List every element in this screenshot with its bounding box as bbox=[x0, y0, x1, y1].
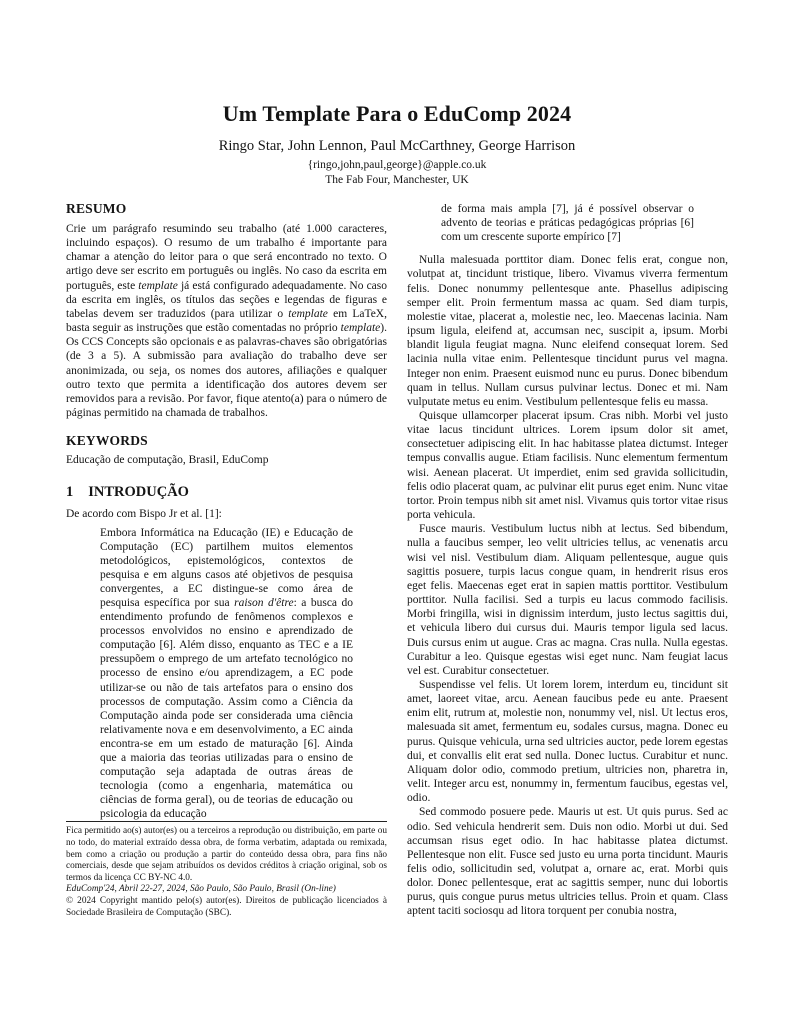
left-column bbox=[66, 201, 388, 918]
keywords-text: Educação de computação, Brasil, EduComp bbox=[66, 454, 269, 467]
footnote-venue-text: EduComp'24, Abril 22-27, 2024, São Paulo, São Paulo, Brasil (On-line) bbox=[66, 884, 336, 895]
block-quote-part1: Embora Informática na Educação (IE) e Educação de Computação (EC) partilhem muitos elementos metodológicos, epistemológicos, contextos de pesquisa e em alguns casos até objetivos de pesquisa convergentes, a EC distingue-se como área de pesquisa específica por sua raison d'être: a busca do entendimento profundo de fenômenos complexos e processos envolvidos no ensino e aprendizado de computação [6]. Além disso, enquanto as TEC e a IE pressupõem o emprego de um artefato tecnológico no processo de ensino e/ou aprendizagem, a EC pode utilizar-se ou não de tais artefatos para o ensino dos processos de computação. Assim como a Ciência da Computação ainda pode ser considerada uma ciência relativamente nova e em desenvolvimento, a EC ainda encontra-se em um estado de maturação [6]. Ainda que a maioria das teorias utilizadas para o ensino de computação seja adaptada de outras áreas de tecnologia (como a engenharia, matemática ou ciências de forma geral), ou de teorias de educação ou psicologia da educação bbox=[100, 526, 354, 821]
intro-paragraph-2: Quisque ullamcorper placerat ipsum. Cras nibh. Morbi vel justo vitae lacus tincidunt ultrices. Lorem ipsum dolor sit amet, consectetuer adipiscing elit. In hac habitasse platea dictumst. Integer tempus convallis augue. Etiam facilisis. Nunc elementum fermentum wisi. Aenean placerat. Ut imperdiet, enim sed gravida sollicitudin, felis odio placerat quam, ac pulvinar elit purus eget enim. Nunc vitae tortor. Proin tempus nibh sit amet nisl. Vivamus quis tortor vitae risus porta vehicula. bbox=[407, 410, 728, 522]
footnote-copyright-text: © 2024 Copyright mantido pelo(s) autor(es). Direitos de publicação licenciados à Sociedade Brasileira de Computação (SBC). bbox=[66, 896, 387, 918]
intro-paragraph-1: Nulla malesuada porttitor diam. Donec felis erat, congue non, volutpat at, tincidunt tristique, libero. Vivamus viverra fermentum felis. Donec nonummy pellentesque ante. Phasellus adipiscing semper elit. Proin fermentum massa ac quam. Sed diam turpis, molestie vitae, placerat a, molestie nec, leo. Maecenas lacinia. Nam ipsum ligula, eleifend at, accumsan nec, suscipit a, ipsum. Morbi blandit ligula feugiat magna. Nunc eleifend consequat lorem. Sed lacinia nulla vitae enim. Pellentesque tincidunt purus vel magna. Integer non enim. Praesent euismod nunc eu purus. Donec bibendum quam in tellus. Nullam cursus pulvinar lectus. Donec et mi. Nam vulputate metus eu enim. Vestibulum pellentesque felis eu massa. bbox=[407, 254, 728, 408]
keywords-heading: KEYWORDS bbox=[66, 433, 148, 449]
paper-title: Um Template Para o EduComp 2024 bbox=[222, 101, 572, 126]
paper-emails: {ringo,john,paul,george}@apple.co.uk bbox=[307, 159, 487, 171]
intro-paragraph-4: Suspendisse vel felis. Ut lorem lorem, interdum eu, tincidunt sit amet, laoreet vitae, arcu. Aenean faucibus pede eu ante. Praesent enim elit, rutrum at, molestie non, nonummy vel, nisl. Ut lectus eros, malesuada sit amet, fermentum eu, sodales cursus, magna. Donec eu purus. Quisque vehicula, urna sed ultricies auctor, pede lorem egestas dui, et convallis elit erat sed nulla. Donec luctus. Curabitur et nunc. Aliquam dolor odio, commodo pretium, ultricies non, pharetra in, velit. Integer arcu est, nonummy in, fermentum faucibus, egestas vel, odio. bbox=[407, 678, 728, 805]
intro-paragraph-5: Sed commodo posuere pede. Mauris ut est. Ut quis purus. Sed ac odio. Sed vehicula hendrerit sem. Duis non odio. Morbi ut dui. Sed accumsan risus eget odio. In hac habitasse platea dictumst. Pellentesque non elit. Fusce sed justo eu urna porta tincidunt. Mauris felis odio, sollicitudin sed, volutpat a, ornare ac, erat. Morbi quis dolor. Donec pellentesque, erat ac sagittis semper, nunc dui lobortis purus, quis congue purus metus ultricies tellus. Proin et quam. Class aptent taciti sociosqu ad litora torquent per conubia nostra, bbox=[407, 806, 728, 918]
section-1-title: INTRODUÇÃO bbox=[88, 484, 189, 501]
abstract-text: Crie um parágrafo resumindo seu trabalho (até 1.000 caracteres, incluindo espaços). O resumo de um trabalho é importante para chamar a atenção do leitor para o que será encontrado no texto. O artigo deve ser escrito em português ou inglês. No caso da escrita em português, este template já está configurado adequadamente. No caso da escrita em inglês, os títulos das seções e legendas de figuras e tabelas devem ser traduzidos (para utilizar o template em LaTeX, basta seguir as instruções que estão comentadas no próprio template). Os CCS Concepts são opcionais e as palavras-chaves são obrigatórias (de 3 a 5). A submissão para avaliação do trabalho deve ser anonimizada, ou seja, os nomes dos autores, afiliações e qualquer outro texto que permita a identificação dos autores devem ser removidos para a revisão. Por favor, fique atento(a) para o número de páginas permitido na chamada de trabalhos. bbox=[66, 223, 388, 420]
footnote-rule bbox=[66, 821, 387, 822]
intro-paragraph-3: Fusce mauris. Vestibulum luctus nibh at lectus. Sed bibendum, nulla a faucibus semper, leo velit ultricies tellus, ac venenatis arcu wisi vel nisl. Vestibulum diam. Aliquam pellentesque, augue quis sagittis posuere, turpis lacus congue quam, in hendrerit risus eros eget felis. Maecenas eget erat in sapien mattis porttitor. Vestibulum porttitor. Nulla facilisi. Sed a turpis eu lacus commodo facilisis. Morbi fringilla, wisi in dignissim interdum, justo lectus sagittis dui, et vehicula libero dui cursus dui. Mauris tempor ligula sed lacus. Duis cursus enim ut augue. Cras ac magna. Cras nulla. Nulla egestas. Curabitur a leo. Quisque egestas wisi eget nunc. Nam feugiat lacus vel est. Curabitur consectetuer. bbox=[407, 523, 728, 677]
two-column-layout bbox=[0, 201, 794, 919]
intro-lead-text: De acordo com Bispo Jr et al. [1]: bbox=[66, 508, 222, 521]
section-1-heading bbox=[66, 484, 387, 501]
block-quote-part2: de forma mais ampla [7], já é possível observar o advento de teorias e práticas pedagógicas próprias [6] com um crescente suporte empírico [7] bbox=[441, 203, 694, 244]
right-column bbox=[407, 201, 728, 919]
copyright-footnote bbox=[66, 821, 387, 919]
abstract-heading: RESUMO bbox=[66, 201, 127, 216]
paper-affiliation: The Fab Four, Manchester, UK bbox=[325, 174, 469, 186]
paper-authors: Ringo Star, John Lennon, Paul McCarthney, George Harrison bbox=[218, 138, 576, 154]
footnote-permission-text: Fica permitido ao(s) autor(es) ou a terceiros a reprodução ou distribuição, em parte ou no todo, do material extraído dessa obra, de forma verbatim, adaptada ou remixada, bem como a criação ou produção a partir do conteúdo dessa obra, para fins não comerciais, desde que sejam atribuídos os devidos créditos à criação original, sob os termos da licença CC BY-NC 4.0. bbox=[66, 826, 387, 883]
section-1-number: 1 bbox=[66, 484, 74, 501]
paper-header bbox=[0, 0, 794, 187]
